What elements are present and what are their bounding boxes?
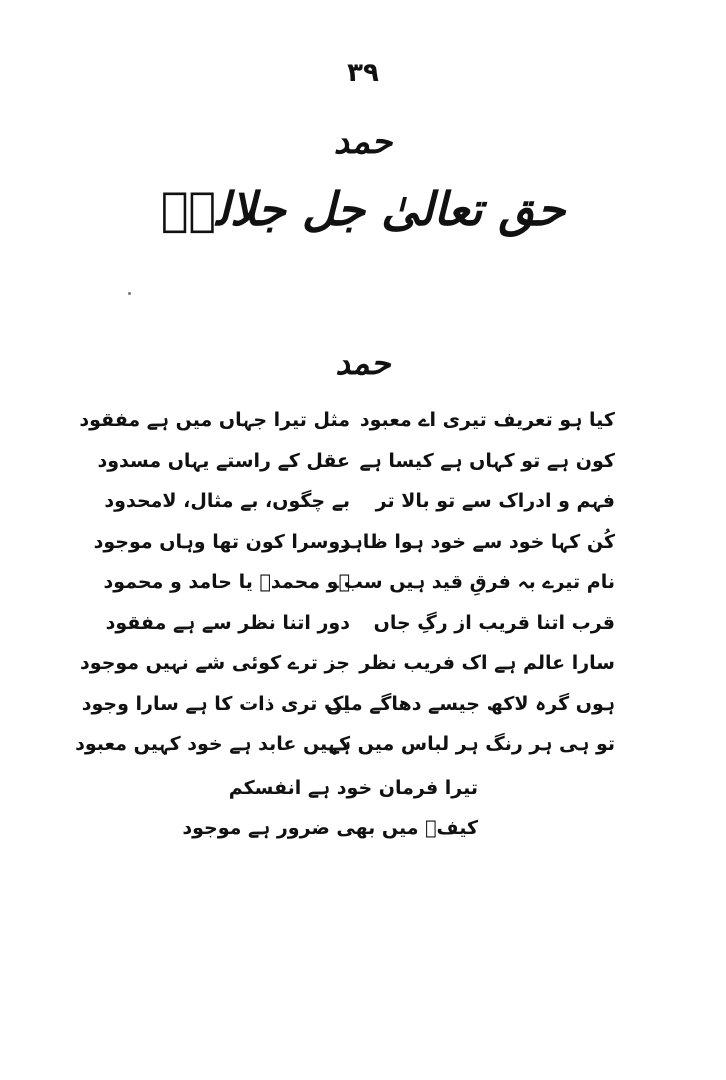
couplet-second-line: ہو محمدؐ یا حامد و محمود	[103, 571, 350, 594]
couplet	[103, 562, 615, 603]
couplet-first-line: فہم و ادراک سے تو بالا تر	[375, 490, 615, 513]
couplet-second-line: عقل کے راستے یہاں مسدود	[97, 449, 350, 472]
couplet	[80, 643, 615, 684]
couplet-second-line: دوسرا کون تھا وہاں موجود	[93, 530, 350, 553]
page-number: ۳۹	[347, 58, 379, 88]
page-title: حق تعالیٰ جل جلالہٗ	[160, 182, 566, 236]
couplet-second-line: جز ترے کوئی شے نہیں موجود	[80, 652, 350, 675]
couplet-first-line: نام تیرے بہ فرقِ قید ہیں سب	[343, 571, 615, 594]
couplet	[79, 400, 615, 441]
closing-couplet	[0, 768, 726, 848]
couplet	[81, 684, 615, 725]
couplet	[97, 441, 615, 482]
couplet-second-line: دور اتنا نظر سے ہے مفقود	[105, 611, 350, 634]
couplet	[104, 481, 615, 522]
couplet-second-line: بے چگوں، بے مثال، لامحدود	[104, 490, 350, 513]
couplet-second-line: کہیں عابد ہے خود کہیں معبود	[75, 733, 350, 756]
poem-heading: حمد	[335, 344, 391, 382]
couplet-first-line: سارا عالم ہے اک فریب نظر	[359, 652, 615, 675]
couplet-first-line: کون ہے تو کہاں ہے کیسا ہے	[359, 449, 615, 472]
couplet-second-line: مثل تیرا جہاں میں ہے مفقود	[79, 409, 350, 432]
couplet-first-line: کیا ہو تعریف تیری اے معبود	[359, 409, 615, 432]
poem-couplets	[75, 400, 615, 765]
couplet-first-line: قرب اتنا قریب از رگِ جاں	[373, 611, 615, 634]
couplet-first-line: کُن کہا خود سے خود ہوا ظاہر	[339, 530, 615, 553]
stray-dot-mark	[128, 292, 131, 295]
closing-line: کیفؔ میں بھی ضرور ہے موجود	[182, 817, 478, 839]
couplet	[93, 522, 615, 563]
couplet-first-line: تو ہی ہر رنگ ہر لباس میں ہے	[328, 733, 615, 756]
couplet	[75, 724, 615, 765]
couplet-first-line: ہوں گرہ لاکھ جیسے دھاگے میں	[325, 692, 615, 715]
closing-line: تیرا فرمان خود ہے انفسکم	[228, 777, 478, 799]
section-heading: حمد	[333, 122, 393, 162]
couplet-second-line: اک تری ذات کا ہے سارا وجود	[81, 692, 350, 715]
couplet	[105, 603, 615, 644]
